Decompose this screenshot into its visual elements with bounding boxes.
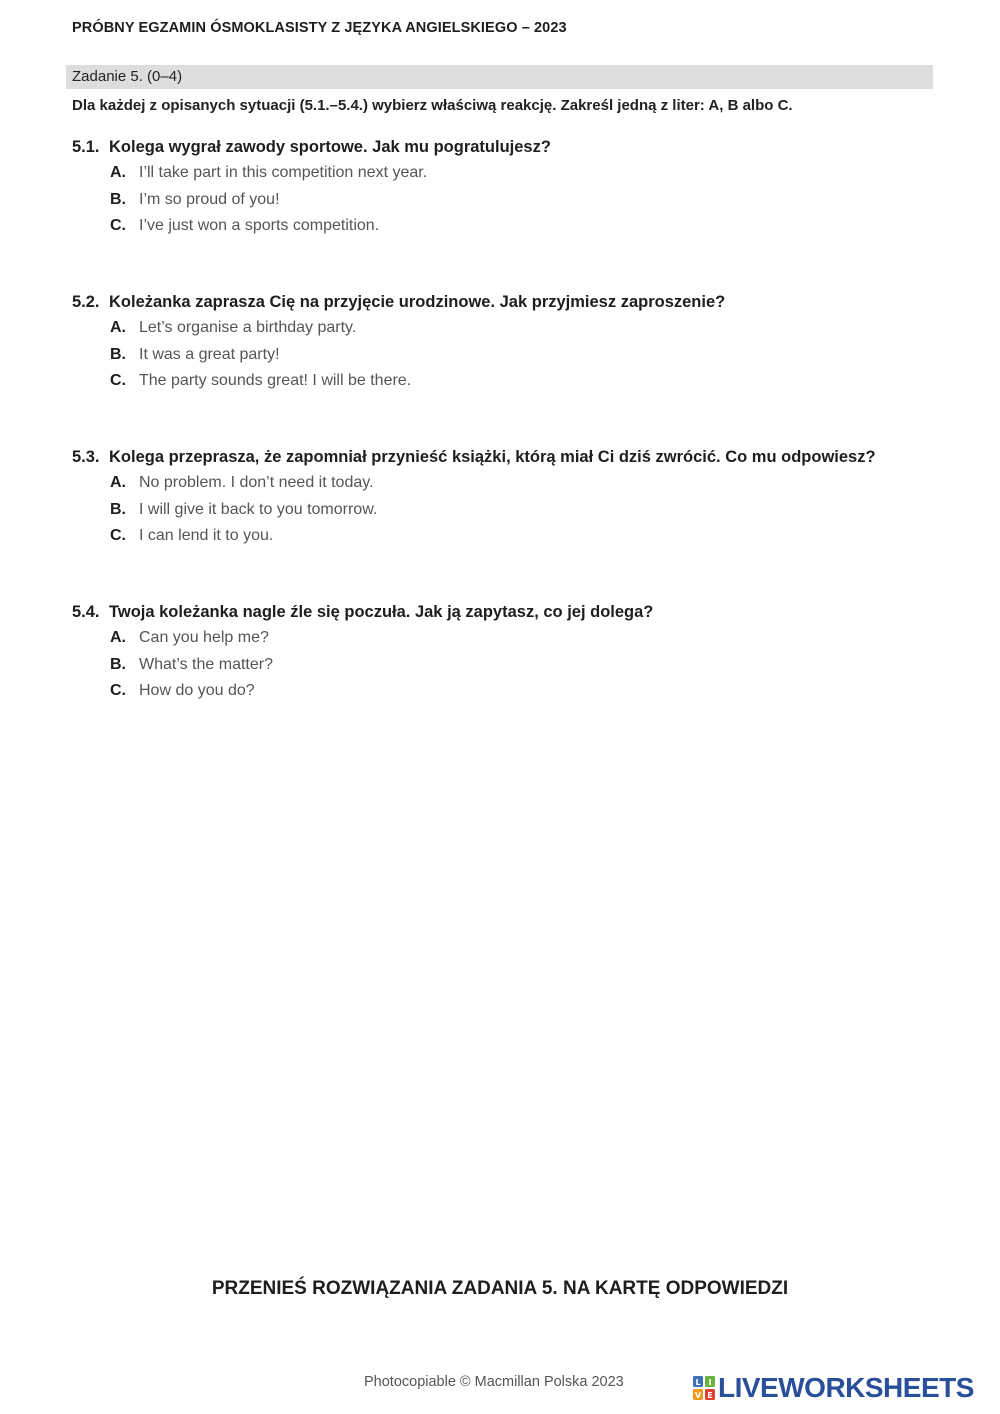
option-c[interactable] [72,372,725,399]
question-5-2 [72,293,725,399]
option-text: I will give it back to you tomorrow. [139,500,378,518]
task-title: Zadanie 5. (0–4) [72,68,183,85]
svg-text:L: L [695,1378,701,1387]
option-letter: B. [110,190,126,208]
option-b[interactable] [72,346,725,373]
option-letter: B. [110,500,126,518]
option-b[interactable] [72,191,551,218]
option-text: Can you help me? [139,629,269,646]
option-text: I can lend it to you. [139,527,274,544]
liveworksheets-logo-icon [693,1376,715,1400]
exam-header: PRÓBNY EGZAMIN ÓSMOKLASISTY Z JĘZYKA ANGIELSKIEGO – 2023 [72,20,567,36]
option-text: Let’s organise a birthday party. [139,319,357,336]
question-number: 5.3. [72,448,100,466]
option-b[interactable] [72,656,653,683]
option-text: I’ve just won a sports competition. [139,217,380,234]
question-5-3 [72,448,876,554]
option-text: What’s the matter? [139,655,273,673]
option-letter: A. [110,164,126,181]
option-c[interactable] [72,527,876,554]
option-a[interactable] [72,474,876,501]
svg-text:E: E [707,1391,713,1400]
question-number: 5.2. [72,293,100,311]
option-text: The party sounds great! I will be there. [139,372,412,389]
svg-text:I: I [708,1378,712,1387]
option-letter: B. [110,345,126,363]
option-letter: C. [110,372,126,389]
option-letter: A. [110,629,126,646]
option-text: No problem. I don’t need it today. [139,474,374,491]
question-text: Kolega wygrał zawody sportowe. Jak mu pogratulujesz? [109,138,551,156]
option-text: I’m so proud of you! [139,190,280,208]
liveworksheets-logo-text: LIVEWORKSHEETS [718,1372,974,1403]
option-b[interactable] [72,501,876,528]
copyright-text: Photocopiable © Macmillan Polska 2023 [364,1374,624,1390]
option-a[interactable] [72,319,725,346]
option-c[interactable] [72,217,551,244]
liveworksheets-logo[interactable] [693,1373,974,1403]
option-letter: C. [110,217,126,234]
question-number: 5.1. [72,138,100,156]
task-instruction: Dla każdej z opisanych sytuacji (5.1.–5.4.) wybierz właściwą reakcję. Zakreśl jedną z liter: A, B albo C. [72,97,793,114]
option-c[interactable] [72,682,653,709]
transfer-note: PRZENIEŚ ROZWIĄZANIA ZADANIA 5. NA KARTĘ ODPOWIEDZI [211,1278,789,1299]
option-a[interactable] [72,164,551,191]
option-text: It was a great party! [139,345,280,363]
option-letter: A. [110,319,126,336]
option-letter: C. [110,682,126,699]
option-letter: A. [110,474,126,491]
question-text: Koleżanka zaprasza Cię na przyjęcie urodzinowe. Jak przyjmiesz zaproszenie? [109,293,726,311]
option-text: How do you do? [139,682,255,699]
option-letter: C. [110,527,126,544]
question-number: 5.4. [72,603,100,621]
question-5-4 [72,603,653,709]
svg-text:V: V [694,1391,702,1400]
option-text: I’ll take part in this competition next year. [139,164,428,181]
question-text: Kolega przeprasza, że zapomniał przynieść książki, którą miał Ci dziś zwrócić. Co mu odpowiesz? [109,448,876,466]
option-letter: B. [110,655,126,673]
option-a[interactable] [72,629,653,656]
question-5-1 [72,138,551,244]
task-title-bar [66,65,933,89]
question-text: Twoja koleżanka nagle źle się poczuła. Jak ją zapytasz, co jej dolega? [109,603,654,621]
